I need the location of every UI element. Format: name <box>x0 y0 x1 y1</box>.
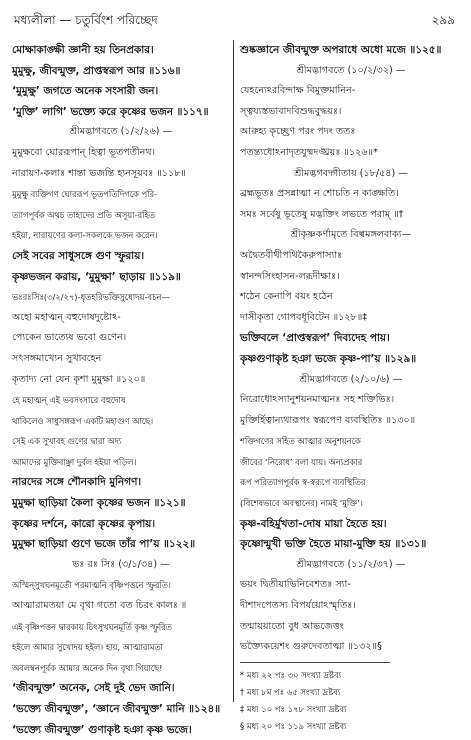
column-divider <box>233 40 234 702</box>
text-line: হইলে আমার সুখোদয় হইল। হায়, আত্মারামতা <box>12 642 163 653</box>
text-line: স্বানন্দসিংহাসন-লব্ধদীক্ষাঃ। <box>240 270 340 282</box>
text-line: নারায়ণ-কলাঃ শান্তা ভজন্তি হ্যনসূয়বঃ ॥১১৮॥ <box>12 167 186 179</box>
text-line: মোক্ষাকাঙ্ক্ষী জ্ঞানী হয় তিনপ্রকার। <box>12 44 154 56</box>
text-line: ‘ভক্ত্যে জীবন্মুক্ত’ গুণাকৃষ্ট হঞা কৃষ্ণ ভজে। <box>12 723 192 736</box>
text-line: (বিশেষভাবে অবস্থানের) নামই ‘মুক্তি’। <box>240 498 363 509</box>
text-line: মুমুক্ষা ছাড়িয়া কৈলা কৃষ্ণের ভজন ॥১২১॥ <box>12 497 186 510</box>
text-line: ‘মুমুক্ষু’ জগতে অনেক সংসারী জন। <box>12 85 159 98</box>
text-line: তন্মায়য়াতো বুধ আভজেত্তং <box>240 620 344 632</box>
footnotes <box>240 667 462 735</box>
text-line: সেই এক সুখাবহ গুণের দ্বারা অদ্য <box>12 436 122 447</box>
text-line: নিরোধোঽস্যানুশয়নমাত্মনঃ সহ শক্তিভিঃ। <box>240 394 395 406</box>
text-line: হে মহাত্মন্ এই ভবসংসারে বহুদোষ <box>12 395 126 406</box>
text-line: মুমুক্ষবো ঘোররূপান্ হিত্বা ভূতপতীনথ। <box>12 146 156 158</box>
text-line: পতন্ত্যধোঽনাদৃতযুষ্মদঙ্ঘ্রয়ঃ ॥১২৬॥* <box>240 146 378 158</box>
text-line: শ্রীমদ্ভগবদ্গীতায় (১৮/৫৪) — <box>294 167 408 179</box>
text-line: ভঃরঃসিঃ(৩/২/২৭)-ধৃতহরিভক্তিসুধোদয়-বচন— <box>12 292 170 303</box>
text-line: শ্রীমদ্ভাগবতে (১/২/২৬) — <box>69 126 173 138</box>
text-line: অদ্বৈতবীথীপথিকৈরুপাস্যাঃ <box>240 249 343 261</box>
text-line: শ্রীমদ্ভাগবতে (১১/২/৩৭) — <box>296 558 406 570</box>
text-line: কৃতাদ্য নো যেন কৃশা মুমুক্ষা ॥১২০॥ <box>12 373 146 385</box>
text-line: ভক্তিবলে ‘প্রাপ্তস্বরূপ’ দিব্যদেহ পায়। <box>240 332 390 345</box>
text-line: দীশাদপেতস্য বিপর্যয়োঽস্মৃতিঃ। <box>240 600 356 612</box>
text-line: শ্রীমদ্ভাগবতে (২/১০/৬) — <box>299 373 403 385</box>
text-line: মুমুক্ষু, জীবন্মুক্ত, প্রাপ্তস্বরূপ আর ॥১১৬॥ <box>12 64 181 77</box>
right-column-text <box>240 40 462 658</box>
text-line: আত্মারামতয়া মে বৃথা গতো বত চিরং কালঃ ॥ <box>12 600 187 612</box>
text-line: জীবের ‘নিরোধ’ বলা যায়। অন্যপ্রকার <box>240 456 363 467</box>
text-line: শুষ্কজ্ঞানে জীবন্মুক্ত অপরাধে অধো মজে ॥১২৫॥ <box>240 44 442 56</box>
text-line: কৃষ্ণ-বহির্মুখতা-দোষ মায়া হৈতে হয়। <box>240 517 387 530</box>
footnote: * মধ্য ২২ পঃ ৩০ সংখ্যা দ্রষ্টব্য <box>240 669 342 680</box>
text-line: সমঃ সর্বেষু ভূতেষু মদ্ভক্তিং লভতে পরাম্ ॥† <box>240 208 404 220</box>
text-line: মুমুক্ষা ছাড়িয়া গুণে ভজে তাঁর পা’য় ॥১২২॥ <box>12 538 196 551</box>
text-line: আরুহ্য কৃচ্ছ্রেণ পরং পদং ততঃ <box>240 126 356 138</box>
text-line: মুমুক্ষু ব্যক্তিগণ ঘোররূপ ভূতপতিদিগকে পরি- <box>12 189 158 200</box>
text-line: স্ত্বয্যস্তভাবাদবিশুদ্ধবুদ্ধয়ঃ। <box>240 105 342 117</box>
text-line: থাকিলেও সাধুসঙ্গরূপ একটি মহাগুণ আছে। <box>12 415 154 426</box>
footnote: § মধ্য ২০ পঃ ১১৯ সংখ্যা দ্রষ্টব্য <box>240 720 347 731</box>
text-line: রূপ পরিত্যাগপূর্বক স্ব-স্বরূপে ব্যবস্থিতির <box>240 477 366 488</box>
text-line: আমাদের মুক্তিবাঞ্ছা দুর্বল হইয়া পড়িল। <box>12 456 137 467</box>
text-line: অহো মহাত্মন্ বহুদোষদুষ্টোঽ- <box>12 311 121 323</box>
text-line: ব্রহ্মভূতঃ প্রসন্নাত্মা ন শোচতি ন কাঙ্ক্ষতি। <box>240 188 399 200</box>
page-header <box>0 0 471 38</box>
text-line: কৃষ্ণোন্মুখী ভক্তি হৈতে মায়া-মুক্তি হয় ॥১৩১॥ <box>240 538 427 551</box>
page-number: ২৯৯ <box>431 13 455 27</box>
running-title: মধ্যলীলা — চতুর্বিংশ পরিচ্ছেদ <box>14 13 158 27</box>
text-line: কৃষ্ণগুণাকৃষ্ট হঞা ভজে কৃষ্ণ-পা’য় ॥১২৯॥ <box>240 352 417 365</box>
text-line: দাসীকৃতা গোপবধূবিটেন ॥১২৮॥‡ <box>240 311 368 323</box>
footnote-separator <box>240 662 390 663</box>
text-line: মুক্তির্হিত্বান্যথারূপং স্বরূপেণ ব্যবস্থিতিঃ ॥১৩০॥ <box>240 414 416 426</box>
text-line: ‘জীবন্মুক্ত’ অনেক, সেই দুই ভেদ জানি। <box>12 682 175 695</box>
text-line: শ্রীকৃষ্ণকর্ণামৃতে বিল্বমঙ্গলবাক্য— <box>290 229 412 241</box>
text-line: ত্যাগপূর্বক অথচ তাহাদের প্রতি অসূয়া-রহিত <box>12 209 156 220</box>
footnote: † মধ্য ৮ম পঃ ৬৫ সংখ্যা দ্রষ্টব্য <box>240 686 341 697</box>
text-line: শক্তিগণের সহিত আত্মার অনুশয়নকে <box>240 436 361 447</box>
text-line: অবলম্বনপূর্বক আমার অনেক দিন বৃথা গিয়াছে! <box>12 662 163 673</box>
text-line: ভয়ং দ্বিতীয়াভিনিবেশতঃ স্যা- <box>240 579 351 591</box>
text-line: ভক্ত্যৈকয়েশং গুরুদেবতাত্মা ॥১৩২॥§ <box>240 641 382 653</box>
text-line: সেই সবের সাধুসঙ্গে গুণ স্ফুরায়। <box>12 249 145 262</box>
text-line: শ্রীমদ্ভাগবতে (১০/২/৩২) — <box>296 64 406 76</box>
text-line: নারদের সঙ্গে শৌনকাদি মুনিগণ। <box>12 476 142 489</box>
text-line: কৃষ্ণের দর্শনে, কারো কৃষ্ণের কৃপায়। <box>12 517 156 530</box>
text-line: ‘ভক্ত্যে জীবন্মুক্ত’, ‘জ্ঞানে জীবন্মুক্ত’ মানি ॥১২৪॥ <box>12 703 221 715</box>
left-column <box>12 40 230 740</box>
text-line: সৎসঙ্গমাখ্যেন সুখাবহেন <box>12 352 102 364</box>
text-line: যেহন্যেঽরবিন্দাক্ষ বিমুক্তমানিন- <box>240 85 356 97</box>
text-line: ‘মুক্তি’ লাগি’ ভক্ত্যে করে কৃষ্ণের ভজন ॥১১৭॥ <box>12 105 209 118</box>
text-line: শঠেন কেনাপি বয়ং হঠেন <box>240 291 333 303</box>
text-line: কৃষ্ণভজন করায়, ‘মুমুক্ষা’ ছাড়ায় ॥১১৯॥ <box>12 270 181 283</box>
text-line: অস্মিন্‌সুখঘনমূর্তৌ পরমাত্মনি বৃষ্ণিপত্তনে স্ফুরতি। <box>12 580 171 591</box>
footnote: ‡ মধ্য ১০ পঃ ১৭৮ সংখ্যা দ্রষ্টব্য <box>240 703 347 714</box>
text-line: হইয়া, নারায়ণের কলা-সকলকে ভজন করেন। <box>12 230 158 241</box>
text-line: ভঃ রঃ সিঃ (৩/১/৩৪) — <box>72 558 170 570</box>
right-column <box>240 40 462 735</box>
text-line: এই বৃষ্ণিপত্তন দ্বারকায় চিৎসুখঘনমূর্তি কৃষ্ণ স্ফুরিত <box>12 621 172 632</box>
text-line: প্যেকেন ভাত্যেষ ভবো গুণেন। <box>12 332 127 344</box>
